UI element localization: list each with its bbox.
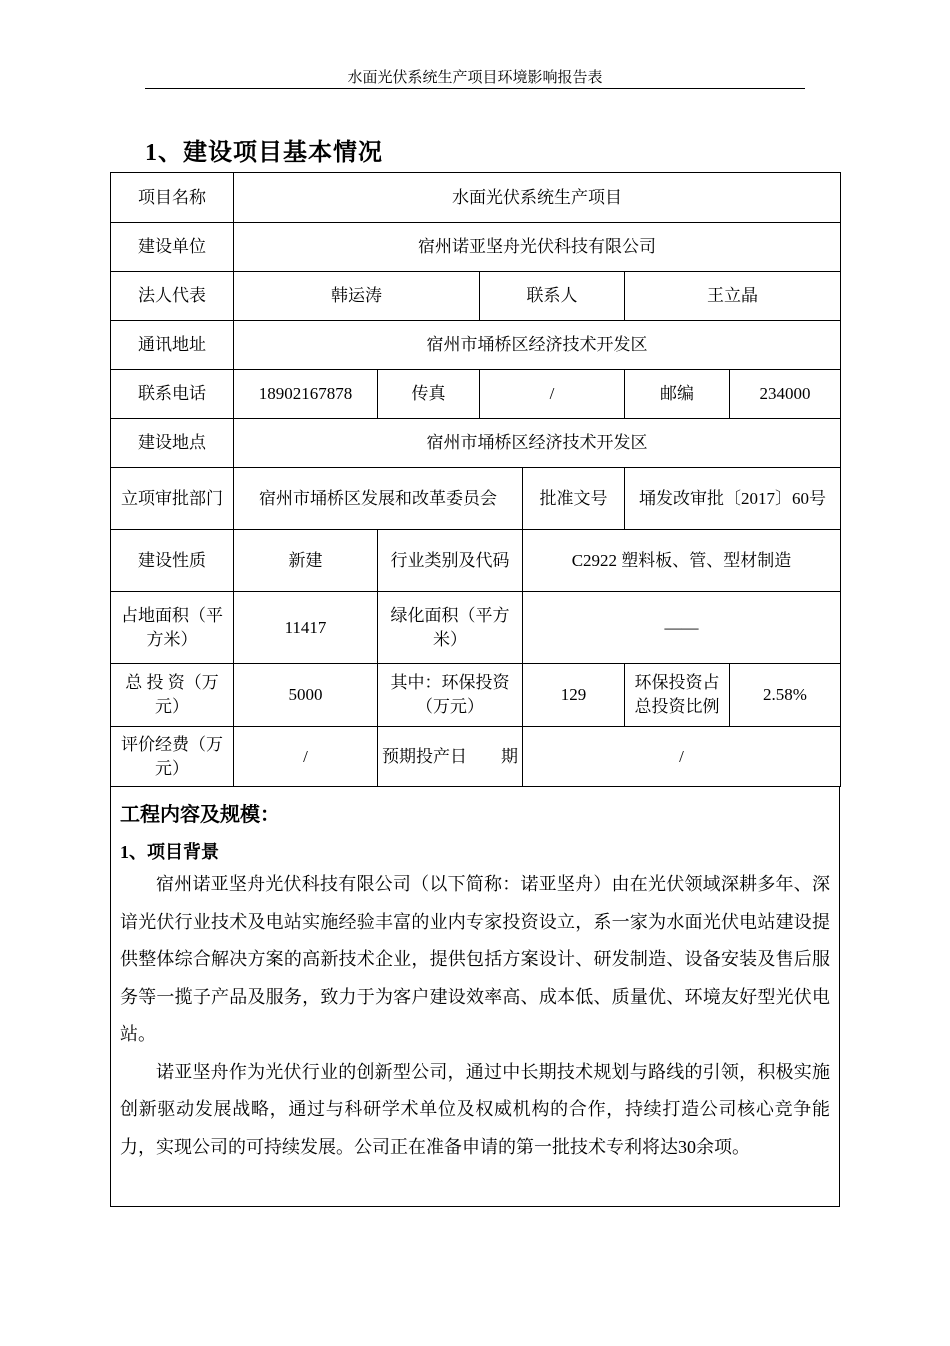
- green-area-value: ——: [523, 592, 841, 664]
- content-subtitle: 1、项目背景: [120, 842, 219, 862]
- fax-value: /: [480, 370, 625, 419]
- fax-label: 传真: [378, 370, 480, 419]
- contact-value: 王立晶: [625, 272, 841, 321]
- address-value: 宿州市埇桥区经济技术开发区: [234, 321, 841, 370]
- table-row: [111, 530, 841, 592]
- table-row: [111, 173, 841, 223]
- env-ratio-label: 环保投资占总投资比例: [625, 664, 730, 727]
- approval-dept-label: 立项审批部门: [111, 468, 234, 530]
- table-row: [111, 419, 841, 468]
- production-date-value: /: [523, 727, 841, 787]
- contact-label: 联系人: [480, 272, 625, 321]
- legal-rep-label: 法人代表: [111, 272, 234, 321]
- eval-fee-value: /: [234, 727, 378, 787]
- content-paragraph-2: 诺亚坚舟作为光伏行业的创新型公司，通过中长期技术规划与路线的引领，积极实施创新驱动发展战略，通过与科研学术单位及权威机构的合作，持续打造公司核心竞争能力，实现公司的可持续发展。公司正在准备申请的第一批技术专利将达30余项。: [120, 1061, 830, 1157]
- approval-dept-value: 宿州市埇桥区发展和改革委员会: [234, 468, 523, 530]
- builder-value: 宿州诺亚坚舟光伏科技有限公司: [234, 223, 841, 272]
- green-area-label: 绿化面积（平方米）: [378, 592, 523, 664]
- basic-info-table: [110, 172, 841, 787]
- area-label: 占地面积（平方米）: [111, 592, 234, 664]
- eval-fee-label: 评价经费（万元）: [111, 727, 234, 787]
- approval-no-label: 批准文号: [523, 468, 625, 530]
- page-header: 水面光伏系统生产项目环境影响报告表: [145, 68, 805, 89]
- industry-label: 行业类别及代码: [378, 530, 523, 592]
- phone-label: 联系电话: [111, 370, 234, 419]
- legal-rep-value: 韩运涛: [234, 272, 480, 321]
- table-row: [111, 468, 841, 530]
- industry-value: C2922 塑料板、管、型材制造: [523, 530, 841, 592]
- table-row: [111, 272, 841, 321]
- site-value: 宿州市埇桥区经济技术开发区: [234, 419, 841, 468]
- production-date-label: 预期投产日 期: [378, 727, 523, 787]
- section-title: 1、建设项目基本情况: [145, 140, 383, 166]
- builder-label: 建设单位: [111, 223, 234, 272]
- content-paragraph-1: 宿州诺亚坚舟光伏科技有限公司（以下简称：诺亚坚舟）由在光伏领域深耕多年、深谙光伏行业技术及电站实施经验丰富的业内专家投资设立，系一家为水面光伏电站建设提供整体综合解决方案的高新技术企业，提供包括方案设计、研发制造、设备安装及售后服务等一揽子产品及服务，致力于为客户建设效率高、成本低、质量优、环境友好型光伏电站。: [120, 874, 830, 1044]
- project-content-box: [110, 786, 840, 1207]
- address-label: 通讯地址: [111, 321, 234, 370]
- project-name-value: 水面光伏系统生产项目: [234, 173, 841, 223]
- phone-value: 18902167878: [234, 370, 378, 419]
- site-label: 建设地点: [111, 419, 234, 468]
- table-row: [111, 727, 841, 787]
- table-row: [111, 664, 841, 727]
- investment-label: 总 投 资（万元）: [111, 664, 234, 727]
- area-value: 11417: [234, 592, 378, 664]
- table-row: [111, 321, 841, 370]
- env-investment-label: 其中：环保投资（万元）: [378, 664, 523, 727]
- nature-label: 建设性质: [111, 530, 234, 592]
- table-row: [111, 223, 841, 272]
- investment-value: 5000: [234, 664, 378, 727]
- project-name-label: 项目名称: [111, 173, 234, 223]
- content-title: 工程内容及规模：: [120, 804, 280, 826]
- table-row: [111, 592, 841, 664]
- env-ratio-value: 2.58%: [730, 664, 841, 727]
- postcode-value: 234000: [730, 370, 841, 419]
- env-investment-value: 129: [523, 664, 625, 727]
- table-row: [111, 370, 841, 419]
- approval-no-value: 埇发改审批〔2017〕60号: [625, 468, 841, 530]
- nature-value: 新建: [234, 530, 378, 592]
- postcode-label: 邮编: [625, 370, 730, 419]
